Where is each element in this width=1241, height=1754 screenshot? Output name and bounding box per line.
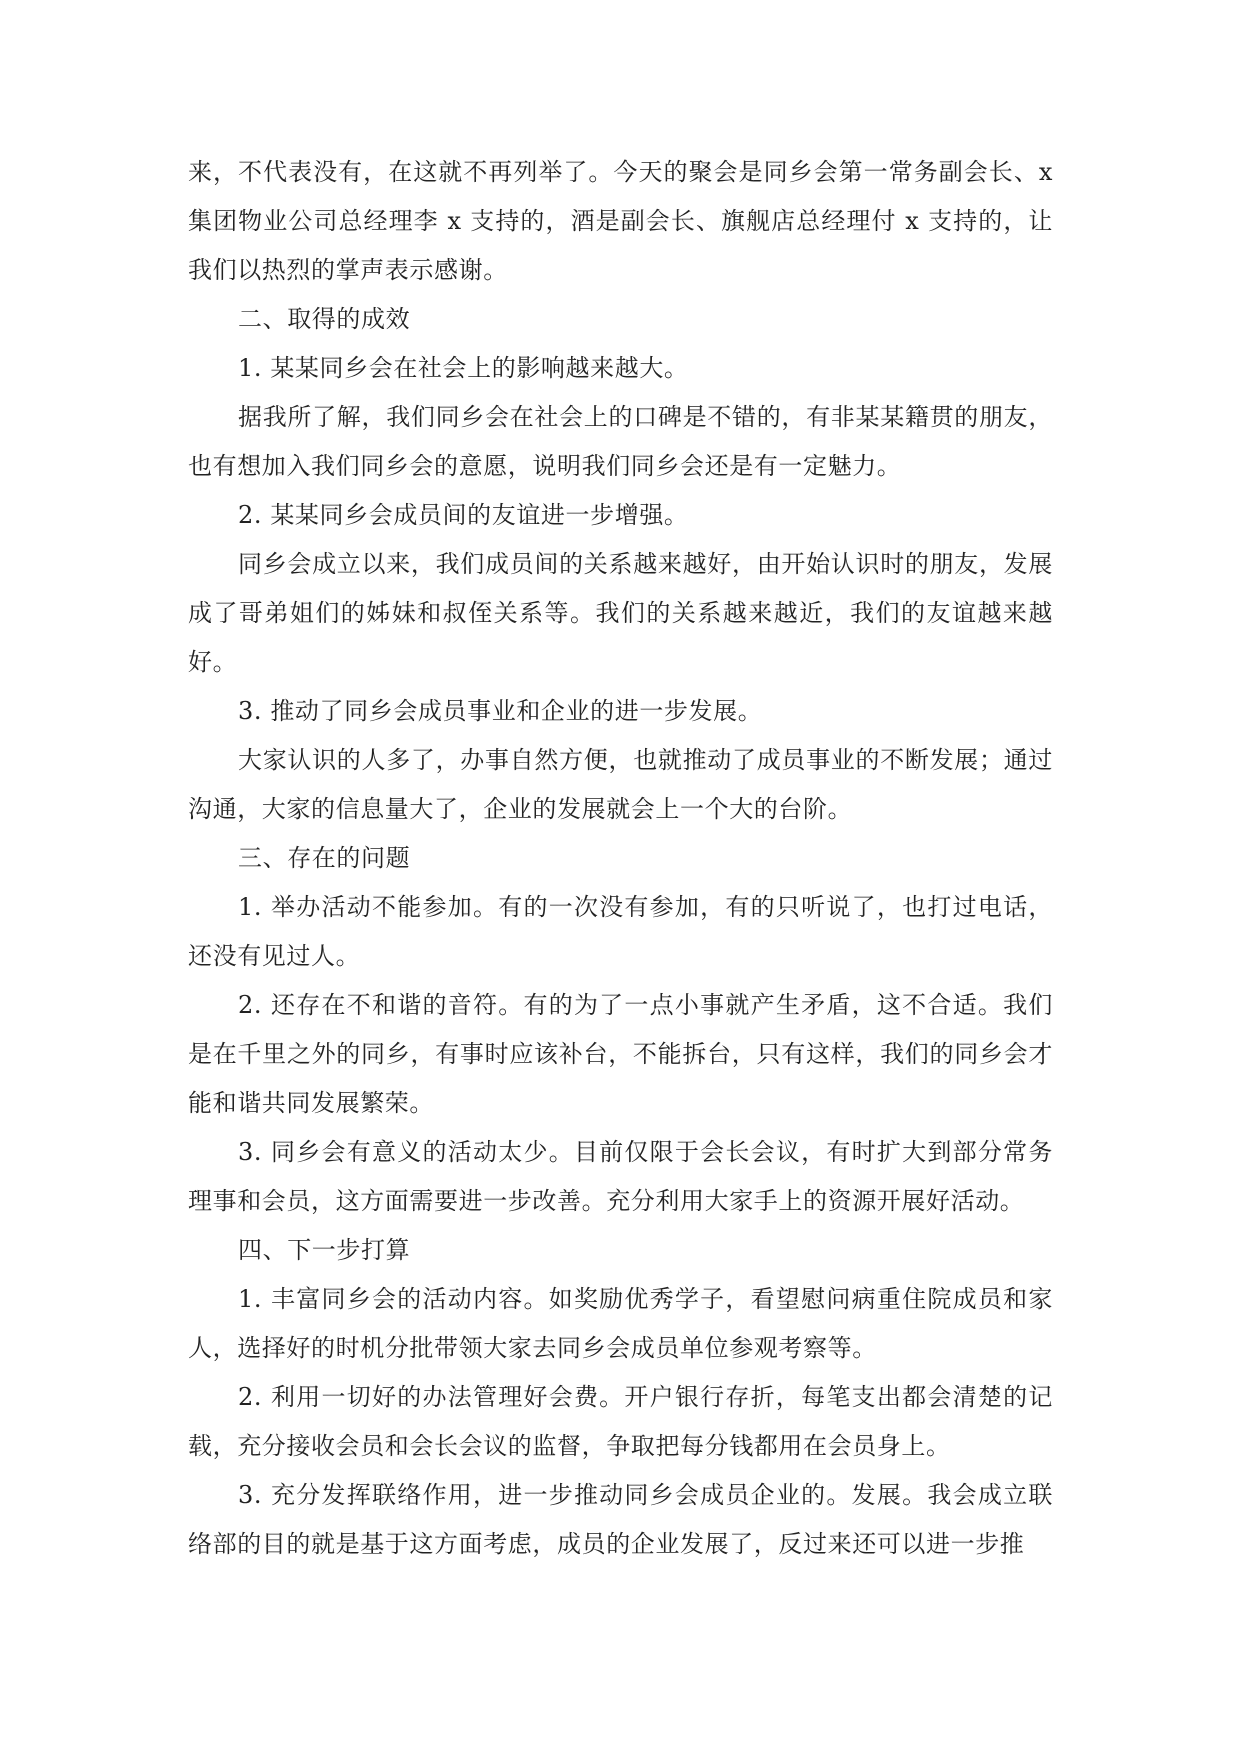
problem-item-1: 1. 举办活动不能参加。有的一次没有参加，有的只听说了，也打过电话，还没有见过人。 <box>188 893 1053 970</box>
paragraph-body: 大家认识的人多了，办事自然方便，也就推动了成员事业的不断发展；通过沟通，大家的信息量大了，企业的发展就会上一个大的台阶。 <box>188 746 1053 823</box>
achievement-item-1: 1. 某某同乡会在社会上的影响越来越大。 <box>238 354 689 382</box>
plan-item-2: 2. 利用一切好的办法管理好会费。开户银行存折，每笔支出都会清楚的记载，充分接收会员和会长会议的监督，争取把每分钱都用在会员身上。 <box>188 1383 1053 1460</box>
plan-item-3: 3. 充分发挥联络作用，进一步推动同乡会成员企业的。发展。我会成立联络部的目的就是基于这方面考虑，成员的企业发展了，反过来还可以进一步推 <box>188 1481 1053 1558</box>
section-heading-next-steps: 四、下一步打算 <box>238 1236 411 1264</box>
section-heading-achievements: 二、取得的成效 <box>238 305 411 333</box>
plan-item-1: 1. 丰富同乡会的活动内容。如奖励优秀学子，看望慰问病重住院成员和家人，选择好的时机分批带领大家去同乡会成员单位参观考察等。 <box>188 1285 1053 1362</box>
problem-item-3: 3. 同乡会有意义的活动太少。目前仅限于会长会议，有时扩大到部分常务理事和会员，这方面需要进一步改善。充分利用大家手上的资源开展好活动。 <box>188 1138 1053 1215</box>
document-page <box>188 148 1053 1569</box>
achievement-item-3: 3. 推动了同乡会成员事业和企业的进一步发展。 <box>238 697 763 725</box>
section-heading-problems: 三、存在的问题 <box>238 844 411 872</box>
paragraph-body: 据我所了解，我们同乡会在社会上的口碑是不错的，有非某某籍贯的朋友，也有想加入我们同乡会的意愿，说明我们同乡会还是有一定魅力。 <box>188 403 1053 480</box>
problem-item-2: 2. 还存在不和谐的音符。有的为了一点小事就产生矛盾，这不合适。我们是在千里之外的同乡，有事时应该补台，不能拆台，只有这样，我们的同乡会才能和谐共同发展繁荣。 <box>188 991 1053 1117</box>
paragraph-body: 同乡会成立以来，我们成员间的关系越来越好，由开始认识时的朋友，发展成了哥弟姐们的姊妹和叔侄关系等。我们的关系越来越近，我们的友谊越来越好。 <box>188 550 1053 676</box>
paragraph-continuation: 来，不代表没有，在这就不再列举了。今天的聚会是同乡会第一常务副会长、x集团物业公司总经理李 x 支持的，酒是副会长、旗舰店总经理付 x 支持的，让我们以热烈的掌声表示感谢。 <box>188 158 1053 284</box>
achievement-item-2: 2. 某某同乡会成员间的友谊进一步增强。 <box>238 501 689 529</box>
